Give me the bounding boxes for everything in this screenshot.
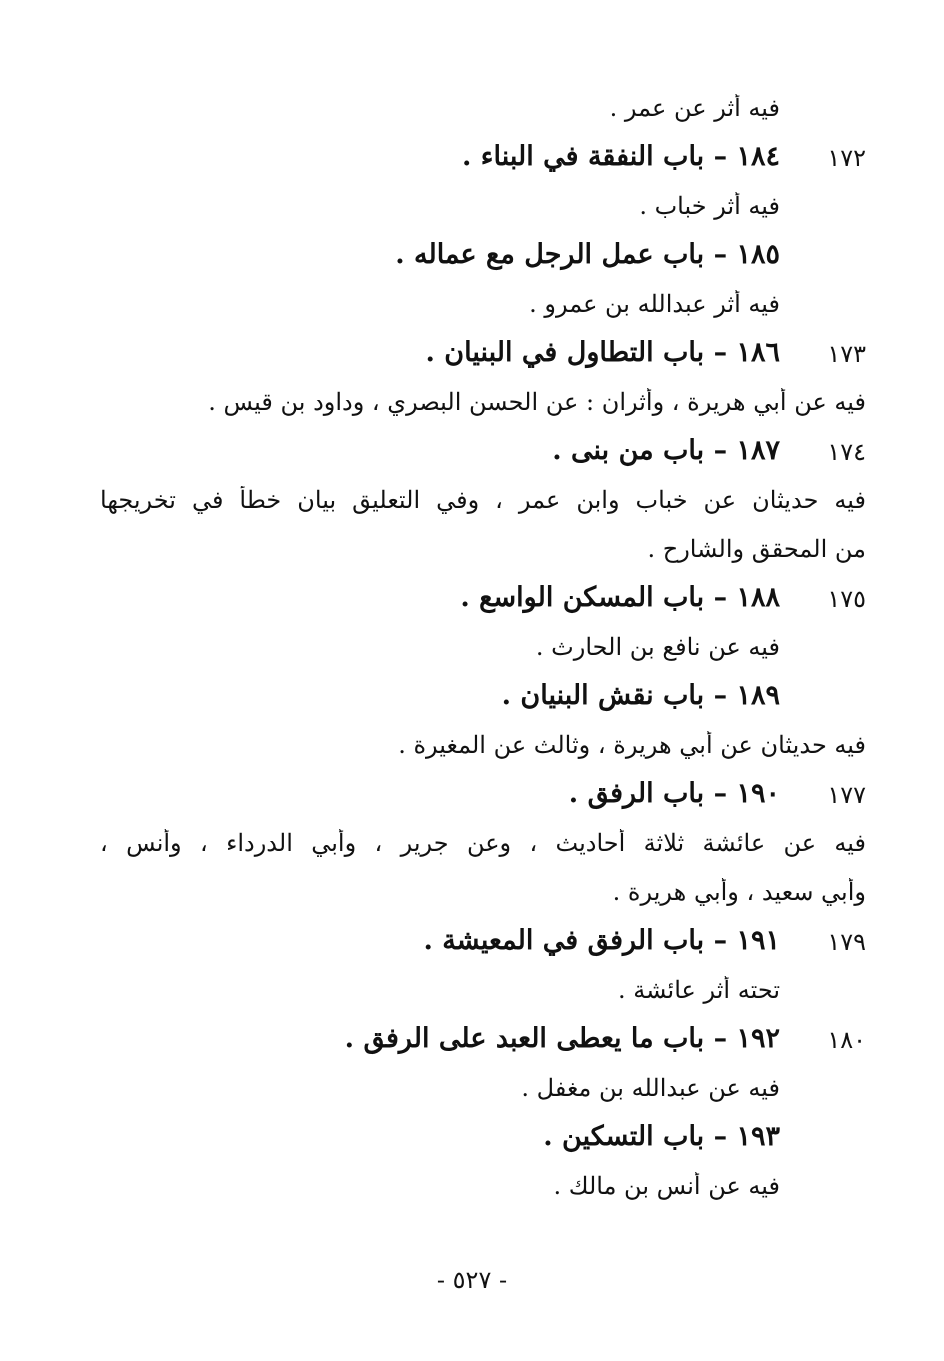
original-entry-number: ١٧٢ bbox=[827, 143, 866, 172]
original-entry-number: ١٨٠ bbox=[827, 1025, 866, 1054]
chapter-title: ١٨٧ – باب من بنى . bbox=[552, 435, 780, 467]
description-row bbox=[100, 721, 866, 770]
description-row bbox=[100, 476, 866, 525]
chapter-description: فيه أثر خباب . bbox=[639, 192, 780, 221]
chapter-title: ١٨٩ – باب نقش البنيان . bbox=[501, 680, 780, 712]
description-row bbox=[100, 966, 866, 1015]
chapter-title: ١٩٣ – باب التسكين . bbox=[543, 1121, 780, 1153]
chapter-description: فيه حديثان عن خباب وابن عمر ، وفي التعليق بيان خطأ في تخريجها bbox=[100, 486, 866, 515]
chapter-title: ١٩٠ – باب الرفق . bbox=[568, 778, 780, 810]
original-entry-number: ١٧٥ bbox=[827, 584, 866, 613]
chapter-description: فيه عن أنس بن مالك . bbox=[553, 1172, 780, 1201]
chapter-description: فيه عن عبدالله بن مغفل . bbox=[521, 1074, 780, 1103]
chapter-heading-row bbox=[100, 133, 866, 182]
chapter-heading-row bbox=[100, 574, 866, 623]
description-row bbox=[100, 182, 866, 231]
chapter-heading-row bbox=[100, 329, 866, 378]
description-row bbox=[100, 525, 866, 574]
original-entry-number: ١٧٩ bbox=[827, 927, 866, 956]
original-entry-number: ١٧٧ bbox=[827, 780, 866, 809]
page-number: - ٥٢٧ - bbox=[436, 1266, 508, 1294]
chapter-title: ١٨٥ – باب عمل الرجل مع عماله . bbox=[395, 239, 780, 271]
chapter-title: ١٨٤ – باب النفقة في البناء . bbox=[462, 141, 780, 173]
chapter-description: فيه عن نافع بن الحارث . bbox=[535, 633, 780, 662]
chapter-description: تحته أثر عائشة . bbox=[618, 976, 780, 1005]
chapter-heading-row bbox=[100, 1015, 866, 1064]
original-entry-number: ١٧٣ bbox=[827, 339, 866, 368]
chapter-title: ١٨٦ – باب التطاول في البنيان . bbox=[425, 337, 780, 369]
description-row bbox=[100, 868, 866, 917]
chapter-title: ١٩١ – باب الرفق في المعيشة . bbox=[423, 925, 780, 957]
chapter-title: ١٩٢ – باب ما يعطى العبد على الرفق . bbox=[344, 1023, 780, 1055]
chapter-heading-row bbox=[100, 770, 866, 819]
chapter-heading-row bbox=[100, 672, 866, 721]
chapter-description: وأبي سعيد ، وأبي هريرة . bbox=[612, 878, 866, 907]
chapter-description: من المحقق والشارح . bbox=[647, 535, 866, 564]
chapter-description: فيه حديثان عن أبي هريرة ، وثالث عن المغيرة . bbox=[398, 731, 866, 760]
chapter-heading-row bbox=[100, 1113, 866, 1162]
description-row bbox=[100, 378, 866, 427]
description-row bbox=[100, 280, 866, 329]
chapter-description: فيه أثر عن عمر . bbox=[609, 94, 780, 123]
description-row bbox=[100, 819, 866, 868]
description-row bbox=[100, 1064, 866, 1113]
description-row bbox=[100, 1162, 866, 1211]
chapter-description: فيه أثر عبدالله بن عمرو . bbox=[529, 290, 780, 319]
chapter-title: ١٨٨ – باب المسكن الواسع . bbox=[460, 582, 780, 614]
description-row bbox=[100, 84, 866, 133]
chapter-heading-row bbox=[100, 427, 866, 476]
chapter-heading-row bbox=[100, 917, 866, 966]
description-row bbox=[100, 623, 866, 672]
index-entries bbox=[100, 84, 866, 1211]
chapter-description: فيه عن أبي هريرة ، وأثران : عن الحسن البصري ، وداود بن قيس . bbox=[208, 388, 866, 417]
chapter-description: فيه عن عائشة ثلاثة أحاديث ، وعن جرير ، وأبي الدرداء ، وأنس ، bbox=[100, 829, 866, 858]
chapter-heading-row bbox=[100, 231, 866, 280]
original-entry-number: ١٧٤ bbox=[827, 437, 866, 466]
